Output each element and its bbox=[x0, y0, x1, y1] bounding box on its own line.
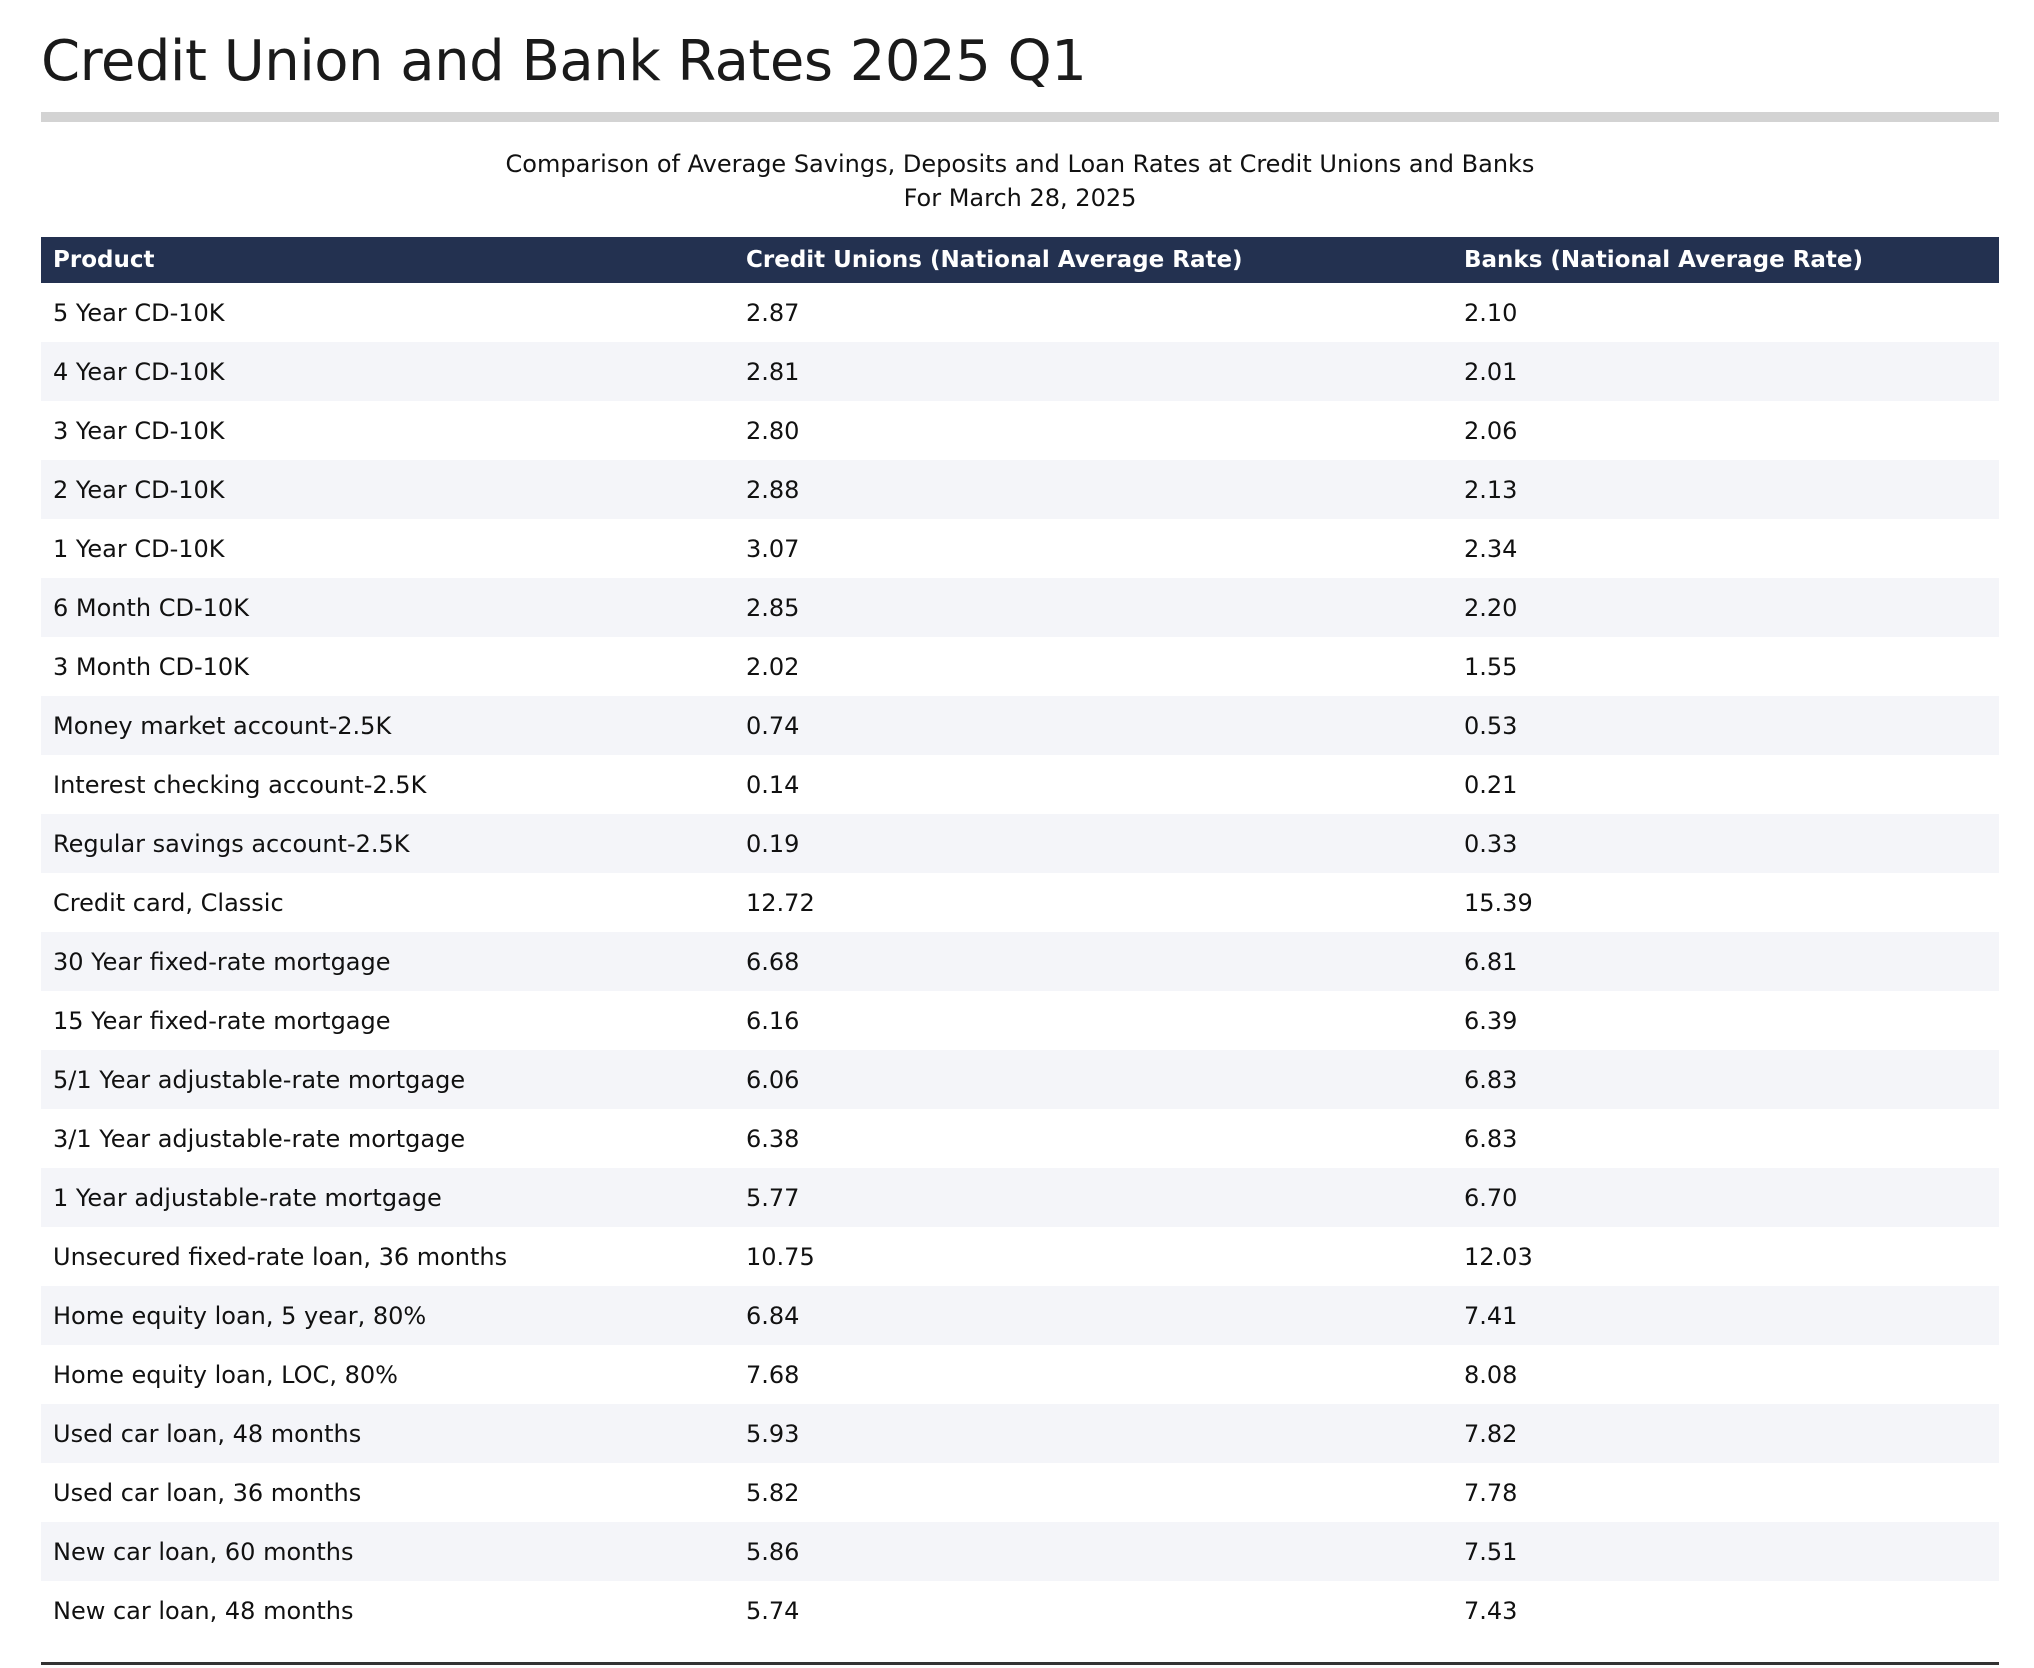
cell-credit-union-rate: 2.88 bbox=[746, 475, 800, 504]
cell-product: 3 Year CD-10K bbox=[53, 416, 225, 445]
cell-credit-union-rate: 10.75 bbox=[746, 1242, 815, 1271]
cell-credit-union-rate: 2.80 bbox=[746, 416, 800, 445]
cell-bank-rate: 0.21 bbox=[1464, 770, 1518, 799]
cell-credit-union-rate: 0.14 bbox=[746, 770, 800, 799]
cell-product: Home equity loan, LOC, 80% bbox=[53, 1360, 398, 1389]
cell-product: 15 Year fixed-rate mortgage bbox=[53, 1006, 391, 1035]
table-caption bbox=[41, 147, 1999, 215]
table-row bbox=[41, 342, 1999, 401]
caption-line-1: Comparison of Average Savings, Deposits and Loan Rates at Credit Unions and Banks bbox=[505, 150, 1535, 178]
table-row bbox=[41, 1345, 1999, 1404]
cell-bank-rate: 7.51 bbox=[1464, 1537, 1518, 1566]
header-product: Product bbox=[53, 247, 155, 273]
cell-bank-rate: 2.06 bbox=[1464, 416, 1518, 445]
page bbox=[41, 0, 1999, 1640]
table-row bbox=[41, 932, 1999, 991]
table-row bbox=[41, 578, 1999, 637]
table-row bbox=[41, 637, 1999, 696]
cell-product: 3 Month CD-10K bbox=[53, 652, 249, 681]
cell-product: 30 Year fixed-rate mortgage bbox=[53, 947, 391, 976]
cell-credit-union-rate: 5.82 bbox=[746, 1478, 800, 1507]
cell-bank-rate: 7.82 bbox=[1464, 1419, 1518, 1448]
cell-bank-rate: 6.39 bbox=[1464, 1006, 1518, 1035]
cell-bank-rate: 1.55 bbox=[1464, 652, 1518, 681]
cell-credit-union-rate: 2.87 bbox=[746, 298, 800, 327]
cell-product: Used car loan, 48 months bbox=[53, 1419, 362, 1448]
cell-credit-union-rate: 2.85 bbox=[746, 593, 800, 622]
table-row bbox=[41, 991, 1999, 1050]
cell-credit-union-rate: 5.77 bbox=[746, 1183, 800, 1212]
cell-bank-rate: 2.13 bbox=[1464, 475, 1518, 504]
title-divider bbox=[41, 112, 1999, 122]
cell-bank-rate: 6.83 bbox=[1464, 1124, 1518, 1153]
cell-bank-rate: 15.39 bbox=[1464, 888, 1533, 917]
table-row bbox=[41, 755, 1999, 814]
cell-bank-rate: 2.34 bbox=[1464, 534, 1518, 563]
table-row bbox=[41, 519, 1999, 578]
table-row bbox=[41, 696, 1999, 755]
cell-credit-union-rate: 2.02 bbox=[746, 652, 800, 681]
cell-credit-union-rate: 6.38 bbox=[746, 1124, 800, 1153]
cell-product: Interest checking account-2.5K bbox=[53, 770, 427, 799]
cell-product: New car loan, 60 months bbox=[53, 1537, 354, 1566]
cell-bank-rate: 7.43 bbox=[1464, 1596, 1518, 1625]
cell-credit-union-rate: 5.86 bbox=[746, 1537, 800, 1566]
cell-product: Money market account-2.5K bbox=[53, 711, 392, 740]
cell-credit-union-rate: 12.72 bbox=[746, 888, 815, 917]
cell-product: Unsecured fixed-rate loan, 36 months bbox=[53, 1242, 508, 1271]
table-row bbox=[41, 1168, 1999, 1227]
table-row bbox=[41, 283, 1999, 342]
cell-bank-rate: 7.78 bbox=[1464, 1478, 1518, 1507]
cell-credit-union-rate: 6.68 bbox=[746, 947, 800, 976]
cell-credit-union-rate: 0.74 bbox=[746, 711, 800, 740]
cell-bank-rate: 0.33 bbox=[1464, 829, 1518, 858]
cell-credit-union-rate: 3.07 bbox=[746, 534, 800, 563]
header-banks: Banks (National Average Rate) bbox=[1464, 247, 1864, 273]
cell-credit-union-rate: 6.16 bbox=[746, 1006, 800, 1035]
table-row bbox=[41, 1522, 1999, 1581]
cell-product: 1 Year CD-10K bbox=[53, 534, 225, 563]
table-row bbox=[41, 401, 1999, 460]
table-row bbox=[41, 1050, 1999, 1109]
cell-credit-union-rate: 6.84 bbox=[746, 1301, 800, 1330]
cell-bank-rate: 2.20 bbox=[1464, 593, 1518, 622]
table-body bbox=[41, 283, 1999, 1640]
table-row bbox=[41, 1404, 1999, 1463]
table-header bbox=[41, 237, 1999, 283]
table-row bbox=[41, 1463, 1999, 1522]
table-row bbox=[41, 1581, 1999, 1640]
cell-product: 2 Year CD-10K bbox=[53, 475, 225, 504]
cell-credit-union-rate: 2.81 bbox=[746, 357, 800, 386]
cell-credit-union-rate: 7.68 bbox=[746, 1360, 800, 1389]
cell-bank-rate: 2.10 bbox=[1464, 298, 1518, 327]
cell-bank-rate: 6.70 bbox=[1464, 1183, 1518, 1212]
cell-product: Used car loan, 36 months bbox=[53, 1478, 362, 1507]
cell-credit-union-rate: 6.06 bbox=[746, 1065, 800, 1094]
cell-product: New car loan, 48 months bbox=[53, 1596, 354, 1625]
cell-credit-union-rate: 5.74 bbox=[746, 1596, 800, 1625]
cell-product: Home equity loan, 5 year, 80% bbox=[53, 1301, 427, 1330]
cell-product: 5/1 Year adjustable-rate mortgage bbox=[53, 1065, 466, 1094]
table-row bbox=[41, 873, 1999, 932]
table-row bbox=[41, 1109, 1999, 1168]
cell-credit-union-rate: 5.93 bbox=[746, 1419, 800, 1448]
page-title: Credit Union and Bank Rates 2025 Q1 bbox=[41, 29, 1087, 94]
table-row bbox=[41, 1227, 1999, 1286]
cell-product: Regular savings account-2.5K bbox=[53, 829, 410, 858]
cell-bank-rate: 6.83 bbox=[1464, 1065, 1518, 1094]
cell-product: 1 Year adjustable-rate mortgage bbox=[53, 1183, 442, 1212]
table-header-row bbox=[41, 237, 1999, 283]
table-row bbox=[41, 814, 1999, 873]
table-row bbox=[41, 1286, 1999, 1345]
cell-bank-rate: 6.81 bbox=[1464, 947, 1518, 976]
cell-bank-rate: 8.08 bbox=[1464, 1360, 1518, 1389]
table-row bbox=[41, 460, 1999, 519]
cell-product: 5 Year CD-10K bbox=[53, 298, 225, 327]
bottom-divider bbox=[41, 1662, 1999, 1665]
cell-bank-rate: 2.01 bbox=[1464, 357, 1518, 386]
caption-line-2: For March 28, 2025 bbox=[903, 184, 1137, 212]
cell-bank-rate: 0.53 bbox=[1464, 711, 1518, 740]
cell-product: Credit card, Classic bbox=[53, 888, 284, 917]
cell-bank-rate: 7.41 bbox=[1464, 1301, 1518, 1330]
cell-product: 4 Year CD-10K bbox=[53, 357, 225, 386]
cell-product: 3/1 Year adjustable-rate mortgage bbox=[53, 1124, 466, 1153]
header-credit-unions: Credit Unions (National Average Rate) bbox=[746, 247, 1243, 273]
cell-product: 6 Month CD-10K bbox=[53, 593, 249, 622]
cell-credit-union-rate: 0.19 bbox=[746, 829, 800, 858]
cell-bank-rate: 12.03 bbox=[1464, 1242, 1533, 1271]
rates-table bbox=[41, 237, 1999, 1640]
